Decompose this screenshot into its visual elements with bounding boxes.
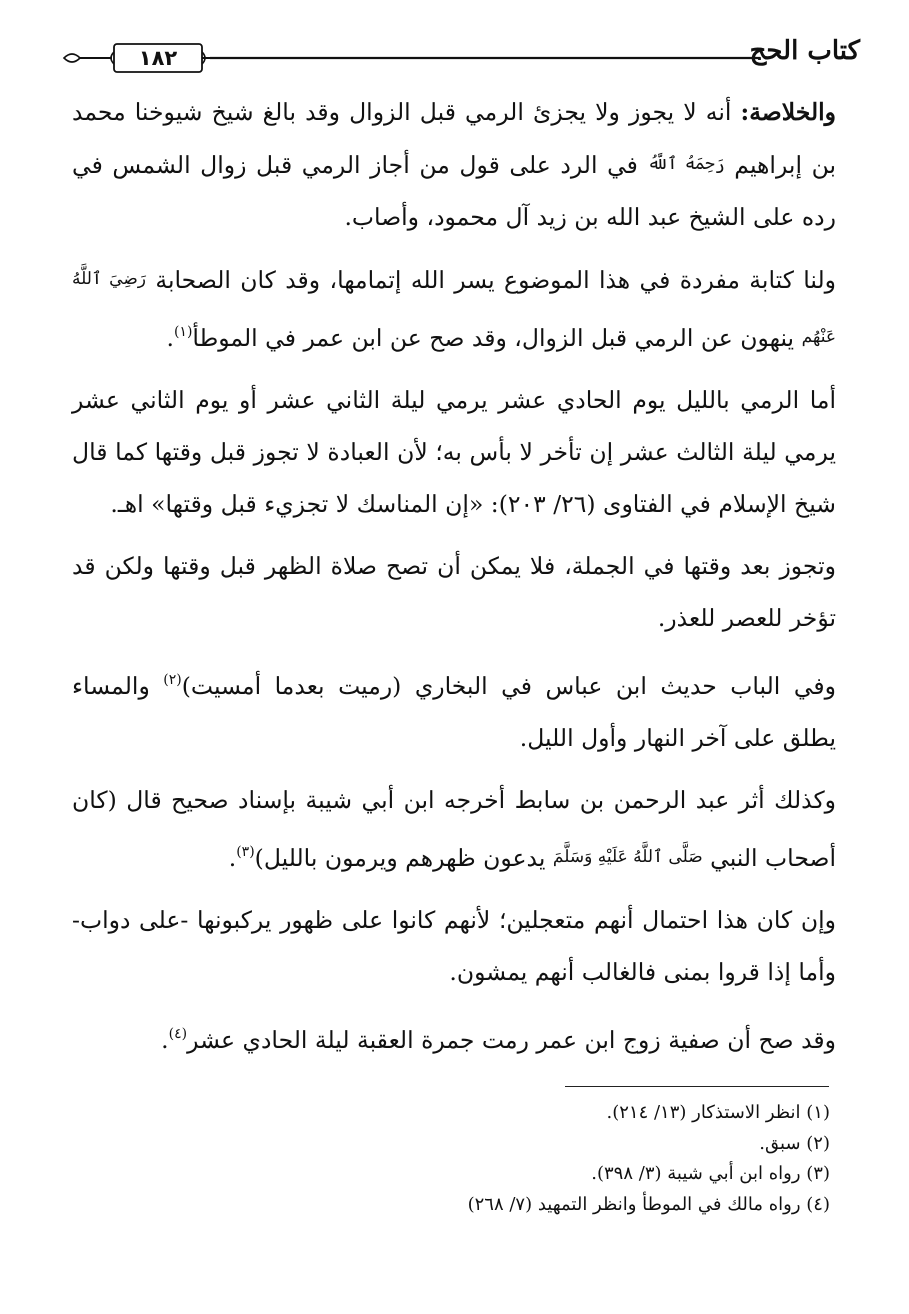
paragraph-text: . <box>161 1026 169 1054</box>
paragraph <box>72 253 836 364</box>
paragraph <box>72 540 836 644</box>
paragraph <box>72 86 836 243</box>
paragraph-text: والمساء يطلق على آخر النهار وأول الليل. <box>72 672 836 752</box>
paragraph <box>72 654 836 764</box>
paragraph <box>72 374 836 530</box>
paragraph-text: وكذلك أثر عبد الرحمن بن سابط أخرجه ابن أبي شيبة بإسناد صحيح قال (كان أصحاب النبي <box>72 786 836 872</box>
paragraph-text: . <box>166 324 174 352</box>
footnote-marker[interactable]: (٤) <box>168 1026 188 1042</box>
footnote-marker[interactable]: (٣) <box>236 844 255 860</box>
page-number: ١٨٢ <box>138 46 178 70</box>
page-header <box>60 32 860 80</box>
paragraph-text: وتجوز بعد وقتها في الجملة، فلا يمكن أن تصح صلاة الظهر قبل وقتها ولكن قد تؤخر للعصر للعذر. <box>72 552 836 632</box>
paragraph <box>72 894 836 998</box>
paragraph <box>72 1008 836 1066</box>
paragraph-lead: والخلاصة: <box>740 98 836 126</box>
paragraph <box>72 774 836 884</box>
footnote-divider <box>565 1086 829 1087</box>
running-title: كتاب الحج <box>749 36 860 66</box>
footnote-marker[interactable]: (١) <box>173 324 193 340</box>
paragraph-text: ولنا كتابة مفردة في هذا الموضوع يسر الله إتمامها، وقد كان الصحابة <box>146 266 837 294</box>
paragraph-text: وفي الباب حديث ابن عباس في البخاري (رميت بعدما أمسيت) <box>181 672 836 700</box>
paragraph-text: يدعون ظهرهم ويرمون بالليل) <box>254 844 553 872</box>
footnote-item: (٢) سبق. <box>759 1132 830 1154</box>
honorific: رَضِيَ ٱللَّهُ عَنْهُم <box>72 269 836 347</box>
footnote-item: (٣) رواه ابن أبي شيبة (٣/ ٣٩٨). <box>591 1163 830 1184</box>
footnotes <box>240 1098 830 1220</box>
footnote-item: (٤) رواه مالك في الموطأ وانظر التمهيد (٧/ ٢٦٨) <box>467 1193 830 1215</box>
main-text <box>72 86 836 1076</box>
paragraph-text: في الرد على قول من أجاز الرمي قبل زوال الشمس في رده على الشيخ عبد الله بن زيد آل محمود، وأصاب. <box>72 151 836 231</box>
footnote-item: (١) انظر الاستذكار (١٣/ ٢١٤). <box>606 1102 830 1123</box>
paragraph-text: وقد صح أن صفية زوج ابن عمر رمت جمرة العقبة ليلة الحادي عشر <box>187 1026 836 1054</box>
paragraph-text: أنه لا يجوز ولا يجزئ الرمي قبل الزوال وقد بالغ شيخ شيوخنا محمد بن إبراهيم <box>72 98 836 179</box>
honorific: رَحِمَهُ ٱللَّهُ <box>647 154 725 174</box>
honorific: صَلَّى ٱللَّهُ عَلَيْهِ وَسَلَّمَ <box>552 847 703 867</box>
paragraph-text: أما الرمي بالليل يوم الحادي عشر يرمي ليلة الثاني عشر أو يوم الثاني عشر يرمي ليلة الثالث عشر إن تأخر لا بأس به؛ لأن العبادة لا تجوز قبل وقتها كما قال شيخ الإسلام في الفتاوى (٢٦/ ٢٠٣): «إن المناسك لا تجزيء قبل وقتها» اهـ. <box>72 386 836 518</box>
footnote-marker[interactable]: (٢) <box>163 672 182 688</box>
paragraph-text: . <box>228 844 237 872</box>
paragraph-text: وإن كان هذا احتمال أنهم متعجلين؛ لأنهم كانوا على ظهور يركبونها -على دواب- وأما إذا قروا بمنى فالغالب أنهم يمشون. <box>72 906 836 986</box>
paragraph-text: ينهون عن الرمي قبل الزوال، وقد صح عن ابن عمر في الموطأ <box>192 324 802 352</box>
